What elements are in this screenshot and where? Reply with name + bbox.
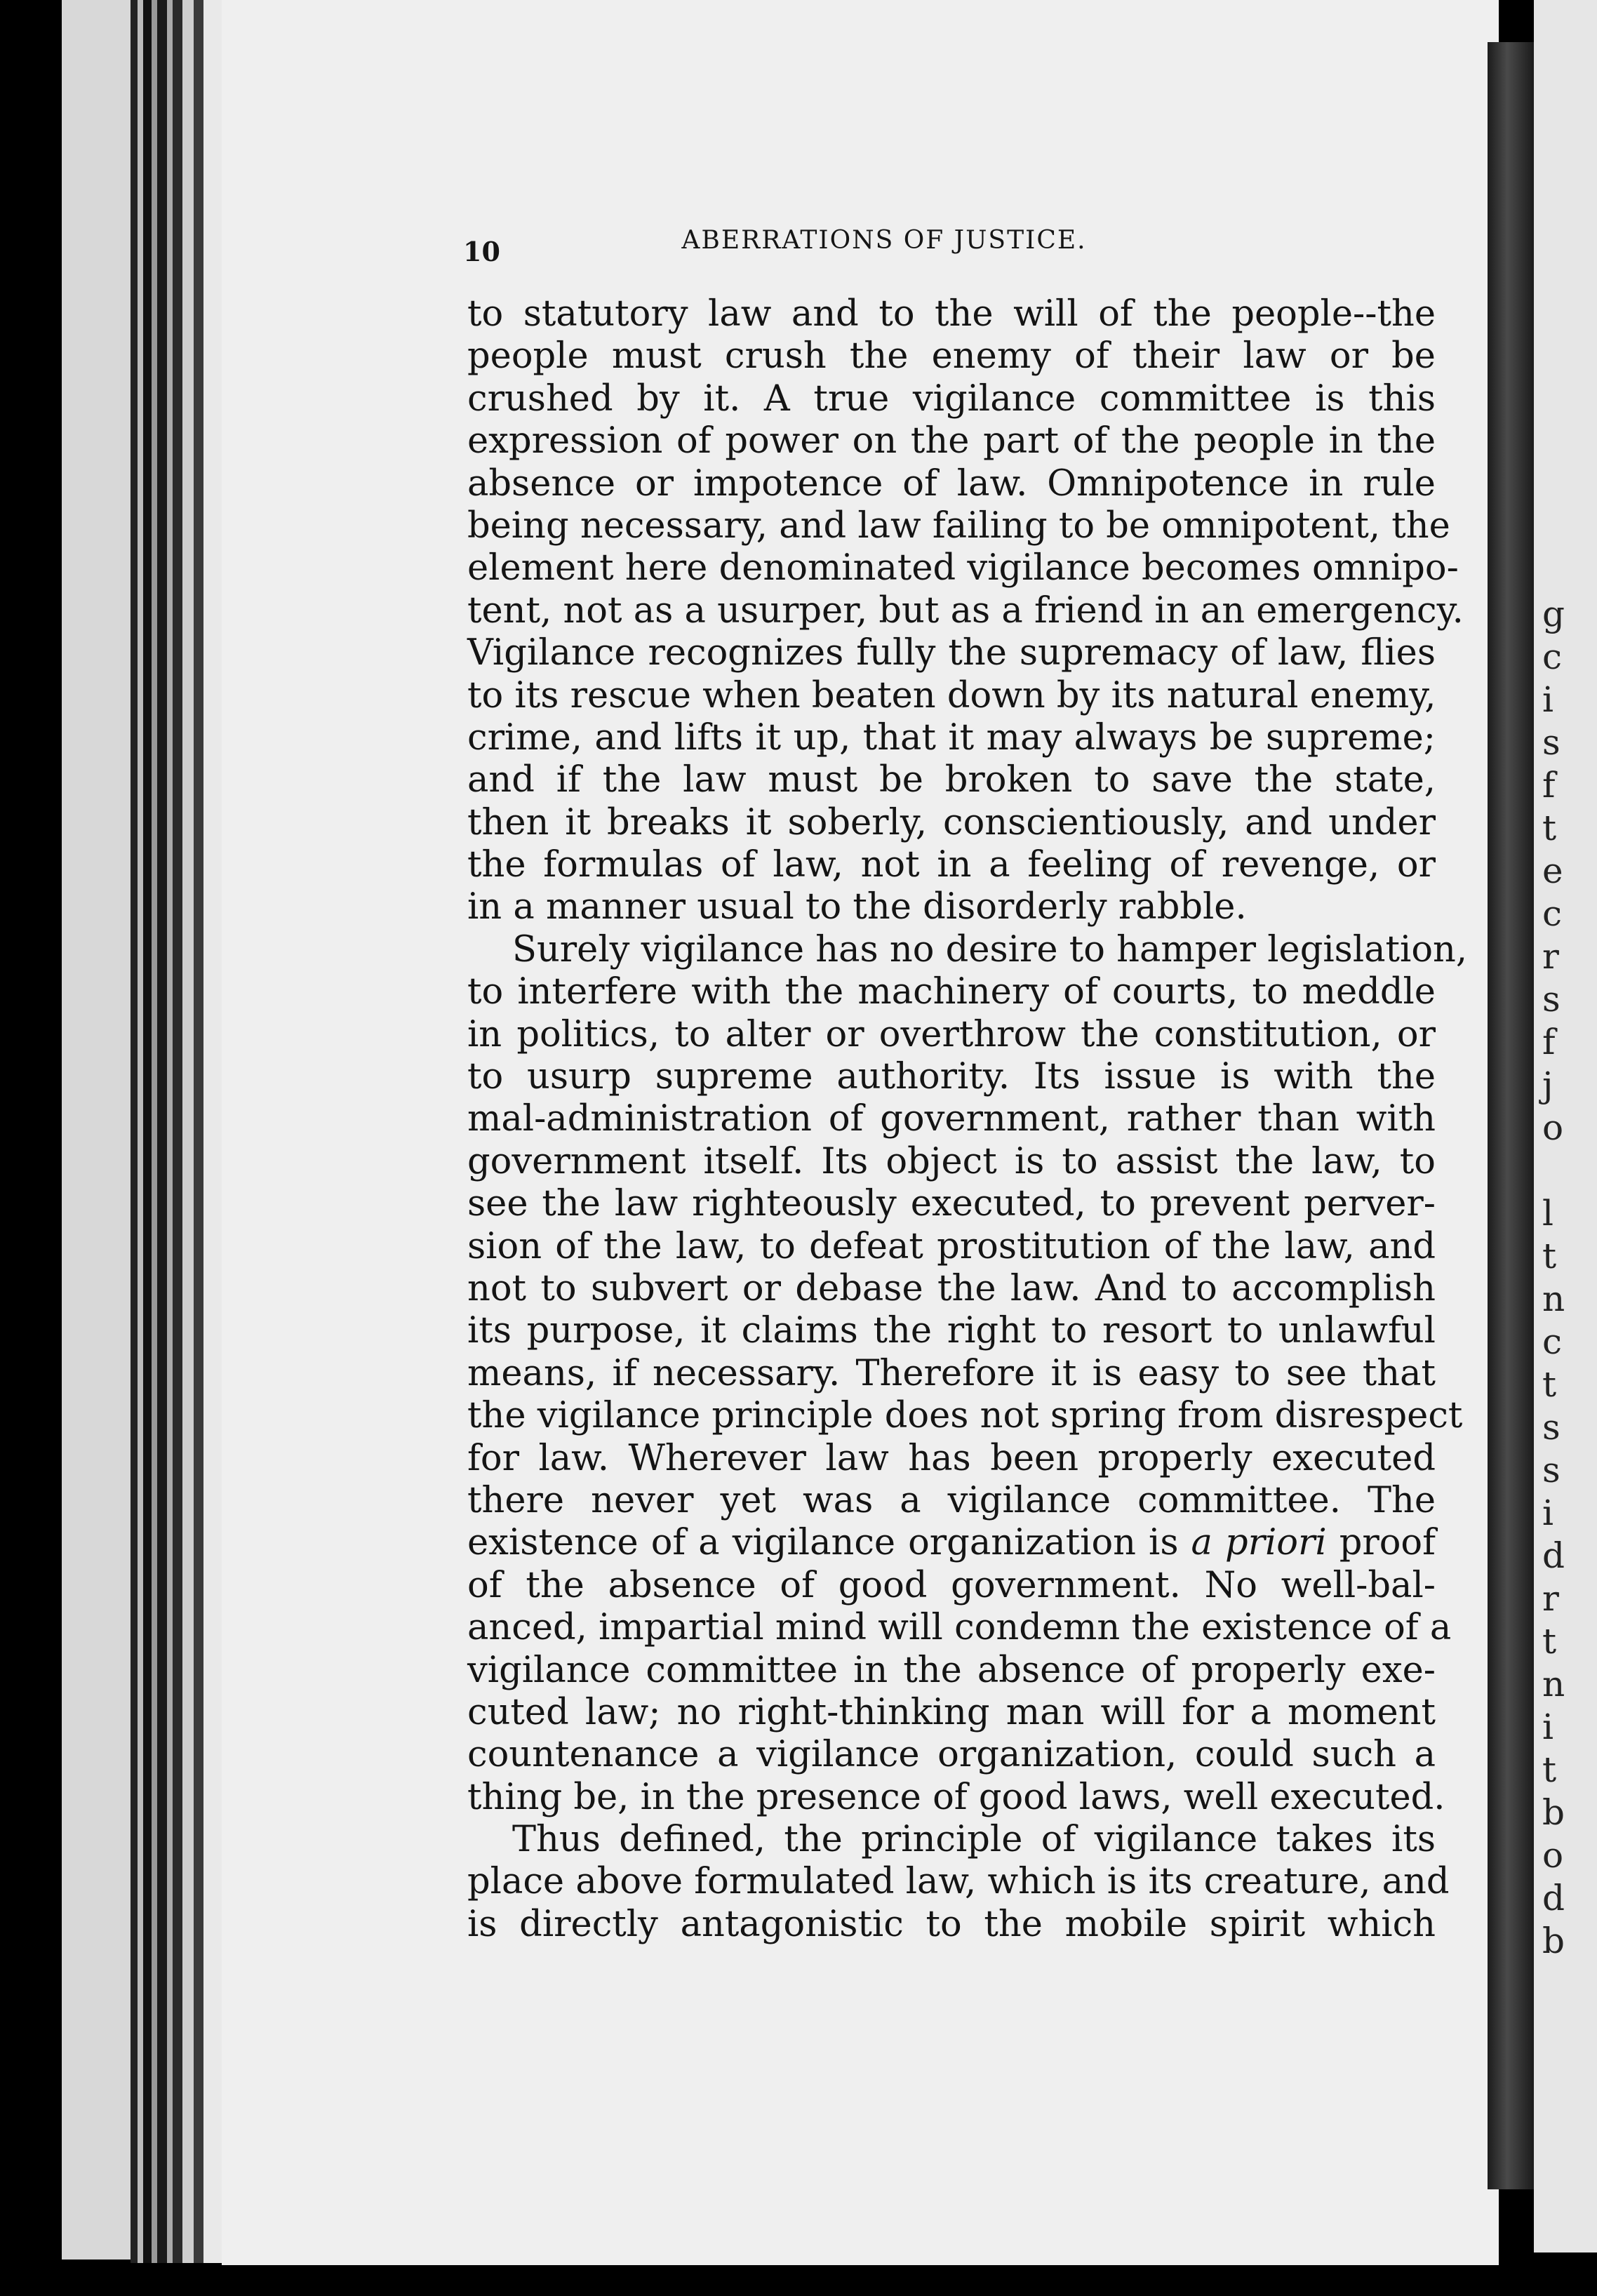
facing-page-fragment: b (1542, 1792, 1565, 1833)
text-line: cuted law; no right-thinking man will for a moment (467, 1691, 1436, 1733)
facing-page-fragment (1542, 379, 1597, 422)
text-line: element here denominated vigilance becomes omnipo- (467, 547, 1459, 589)
text-line: of the absence of good government. No well-bal- (467, 1564, 1436, 1606)
text-line: Vigilance recognizes fully the supremacy of law, flies (467, 632, 1436, 674)
text-line: crushed by it. A true vigilance committee is this (467, 378, 1436, 420)
facing-page-text-fragments (1542, 293, 1597, 1963)
facing-page-fragment: f (1542, 1022, 1556, 1062)
text-line: expression of power on the part of the people in the (467, 420, 1436, 462)
text-line: not to subvert or debase the law. And to accomplish (467, 1267, 1436, 1309)
line-end: proof (1339, 1522, 1436, 1564)
text-line: the vigilance principle does not spring from disrespect (467, 1395, 1463, 1437)
facing-page-fragment: j (1542, 1064, 1553, 1105)
facing-page-fragment: g (1542, 594, 1565, 634)
facing-page-fragment: i (1542, 1707, 1553, 1747)
text-line: to its rescue when beaten down by its natural enemy, (467, 674, 1436, 716)
text-line: in politics, to alter or overthrow the constitution, or (467, 1013, 1436, 1055)
facing-page-fragment (1542, 293, 1597, 336)
facing-page-fragment: i (1542, 1493, 1553, 1533)
facing-page-fragment: d (1542, 1878, 1565, 1918)
facing-page-fragment: b (1542, 1921, 1565, 1961)
running-title: ABERRATIONS OF JUSTICE. (681, 226, 1087, 255)
text-line: Thus defined, the principle of vigilance takes its (512, 1819, 1436, 1861)
facing-page-fragment: i (1542, 679, 1553, 720)
facing-page-fragment: t (1542, 1749, 1557, 1790)
text-line: see the law righteously executed, to prevent perver- (467, 1183, 1436, 1225)
text-line: tent, not as a usurper, but as a friend in an emergency. (467, 589, 1464, 632)
text-line: mal-administration of government, rather than with (467, 1098, 1436, 1140)
text-line: vigilance committee in the absence of properly exe- (467, 1649, 1436, 1691)
facing-page-fragment: n (1542, 1664, 1565, 1704)
text-line: place above formulated law, which is its creature, and (467, 1861, 1450, 1903)
text-line: for law. Wherever law has been properly executed (467, 1437, 1436, 1479)
text-line: Surely vigilance has no desire to hamper legislation, (512, 928, 1468, 970)
text-line: to usurp supreme authority. Its issue is with the (467, 1056, 1436, 1098)
text-line: in a manner usual to the disorderly rabble. (467, 886, 1247, 928)
text-line: people must crush the enemy of their law or be (467, 335, 1436, 378)
facing-page-fragment: r (1542, 936, 1559, 977)
page-number: 10 (463, 236, 500, 267)
text-line: then it breaks it soberly, conscientiously, and under (467, 801, 1436, 843)
text-line: to interfere with the machinery of courts, to meddle (467, 971, 1436, 1013)
text-line: to statutory law and to the will of the people--the (467, 293, 1436, 335)
body-text (467, 293, 1468, 1946)
facing-page-fragment: c (1542, 893, 1563, 934)
facing-page-fragment (1542, 336, 1597, 379)
facing-page-fragment (1542, 465, 1597, 507)
text-line: and if the law must be broken to save the state, (467, 759, 1436, 801)
facing-page-fragment: o (1542, 1835, 1564, 1876)
text-line: being necessary, and law failing to be omnipotent, the (467, 505, 1450, 547)
text-line: the formulas of law, not in a feeling of revenge, or (467, 844, 1436, 886)
facing-page-fragment: s (1542, 979, 1561, 1020)
facing-page-fragment: d (1542, 1535, 1565, 1576)
facing-page-fragment (1542, 550, 1597, 593)
facing-page-fragment (1542, 422, 1597, 465)
text-line: is directly antagonistic to the mobile spirit which (467, 1903, 1436, 1945)
text-line: sion of the law, to defeat prostitution of the law, and (467, 1225, 1436, 1267)
gutter-shadow (1488, 42, 1537, 2189)
facing-page-fragment: t (1542, 1621, 1557, 1662)
facing-page-fragment: t (1542, 1364, 1557, 1405)
text-line: means, if necessary. Therefore it is easy to see that (467, 1352, 1436, 1394)
facing-page-fragment: t (1542, 808, 1557, 848)
facing-page-fragment: o (1542, 1107, 1564, 1148)
scan-border-bottom (0, 2265, 1597, 2296)
facing-page-fragment (1542, 1149, 1597, 1192)
facing-page-fragment: t (1542, 1236, 1557, 1276)
facing-page-fragment: f (1542, 765, 1556, 806)
text-line: its purpose, it claims the right to resort to unlawful (467, 1310, 1436, 1352)
facing-page-fragment: e (1542, 850, 1563, 891)
text-line: there never yet was a vigilance committee. The (467, 1479, 1436, 1521)
facing-page-fragment: s (1542, 722, 1561, 763)
facing-page-fragment (1542, 507, 1597, 550)
text-line: thing be, in the presence of good laws, well executed. (467, 1776, 1445, 1818)
italic-phrase: a priori (1191, 1522, 1327, 1564)
text-line: countenance a vigilance organization, could such a (467, 1734, 1436, 1776)
facing-page-fragment: r (1542, 1578, 1559, 1619)
facing-page-fragment: s (1542, 1407, 1561, 1448)
facing-page-fragment: l (1542, 1193, 1553, 1234)
text-line-with-italic (467, 1522, 1436, 1564)
facing-page-fragment: c (1542, 636, 1563, 677)
facing-page-fragment: c (1542, 1321, 1563, 1362)
facing-page-fragment: s (1542, 1450, 1561, 1490)
line-start: existence of a vigilance organization is (467, 1522, 1179, 1564)
text-line: absence or impotence of law. Omnipotence in rule (467, 462, 1436, 505)
text-line: anced, impartial mind will condemn the existence of a (467, 1607, 1452, 1649)
facing-page-fragment: n (1542, 1279, 1565, 1319)
text-line: government itself. Its object is to assist the law, to (467, 1140, 1436, 1182)
text-line: crime, and lifts it up, that it may always be supreme; (467, 716, 1436, 759)
page-binding-edges (131, 0, 236, 2263)
